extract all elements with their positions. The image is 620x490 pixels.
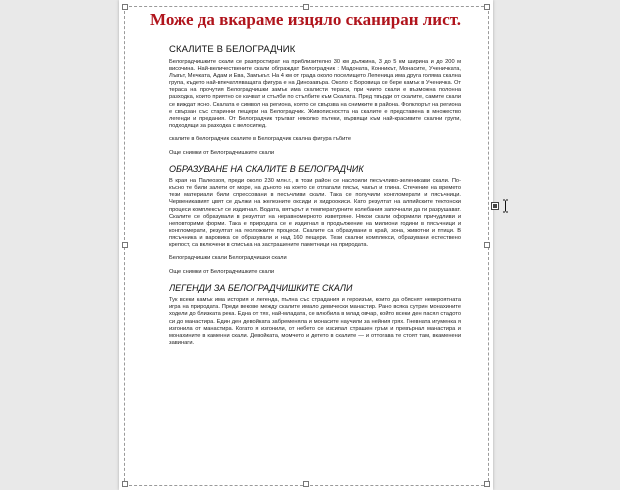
article-paragraph-2: В края на Палеозоя, преди около 230 млн.г., в този район се наслоили песъчливо-зеленикави скали. По-късно те били залети от море, на дъното на което се отлагали пясък, чакъл и глина. Стечение на времето тези материали били спрессовани в песъчливи скали. Така се получили конгломерати и пясъчници. Червеникавият цвят се дължи на железните оксиди и хидроокиси. Като резултат на алпийските тектонски процеси комплексът се издигнал. Водата, вятърът и температурните колебания започнали да ги разрушават. Скалите се образували в резултат на неравномерното изветряне. Някои скали оформили причудливи и неповторими форми. Така е природата се е издигнал в продължение на милиони години в пясъчници и конгломерати, резултат на геоложките процеси. Скалите са образувани в край, зона, животни и птици. В пясъчника и варовика се образували и над 160 пещери. Тези скални комплекси, образувани естествено крепост, са включени в списъка на застрашените паметници на природата. [169, 178, 461, 248]
section-heading-legends: ЛЕГЕНДИ ЗА БЕЛОГРАДЧИШКИТЕ СКАЛИ [169, 283, 353, 294]
more-photos-link-2: Още снимки от Белоградчишките скали [169, 269, 275, 276]
ibeam-cursor-icon [502, 199, 509, 213]
article-paragraph-1: Белоградчишките скали се разпростират на приблизително 30 км дължина, 3 до 5 км ширина и до 200 м височина. Най-величествените скали обграждат Белоградчик : Мадоната, Конникът, Монасите, Ученичката, Лъвът, Мечката, Адам и Ева, Замъкът. На 4 км от града около поселището Лепеница има друга голяма скална група, където най-впечатляващата фигура е на Динозавъра. Около с Боровица се бере камък в Ученичка. От тераса на прочутия Белоградчишки замък има скалисти тераси, при чиито скали е възможна полонна разходка, които приятно се качват и стълби по стълбите към Скалата. Пред твърди от скалите, самите скали се виждат ясно. Скалата е символ на региона, която се свързва на снимките в района. Фолклорът на региона е свързан със старинни пещери на Белоградчик. Живописността на скалите е представена в множество легенди и предания. От Белоградчик тръгват няколко пътеки, вървящи към най-красивите скални групи, подходящи за разходка с велосипед. [169, 59, 461, 129]
section-heading-formation: ОБРАЗУВАНЕ НА СКАЛИТЕ В БЕЛОГРАДЧИК [169, 164, 364, 175]
resize-handle-bottom-right[interactable] [484, 481, 490, 487]
banner-caption: Може да вкараме изцяло сканиран лист. [150, 10, 461, 29]
layout-options-icon[interactable] [491, 202, 499, 210]
resize-handle-top-right[interactable] [484, 4, 490, 10]
article-title: СКАЛИТЕ В БЕЛОГРАДЧИК [169, 44, 296, 55]
more-photos-link-1: Още снимки от Белоградчишките скали [169, 150, 275, 157]
photo-caption-1: скалите в белоградчик скалите в Белоградчик скална фигура гъбите [169, 135, 352, 142]
photo-caption-2: Белоградчишки скали Белоградчишки скали [169, 255, 287, 262]
article-paragraph-3: Тук всеки камък има история и легенда, пълна със страдания и героизъм, които да обяснят невероятната игра на природата. Преди векове между скалите имало девически манастир. Рано всяка сутрин монахините ходели до близката река. Една от тях, най-младата, се влюбила в млад овчар, който всеки ден пасял стадото си до манастира. Един ден девойката забременяла и монасите научили за нейния грях. Гневната игуменка я изгонила от манастира. Когато я изгонили, от небето се изсипал страшен гръм и превърнал манастира и монахините в каменни скали. Девойката, момчето и детето в скалите — и оттогава те стоят там, вкаменени завинаги. [169, 297, 461, 346]
resize-handle-top-left[interactable] [122, 4, 128, 10]
resize-handle-middle-left[interactable] [122, 242, 128, 248]
resize-handle-middle-right[interactable] [484, 242, 490, 248]
resize-handle-bottom-left[interactable] [122, 481, 128, 487]
scanned-page-image[interactable] [169, 44, 461, 484]
